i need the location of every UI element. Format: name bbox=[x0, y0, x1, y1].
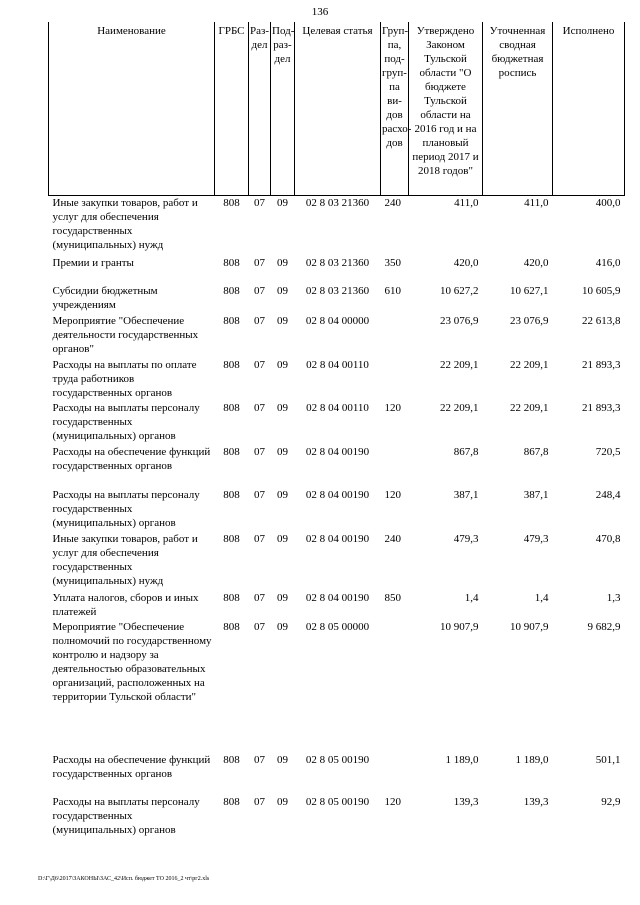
row-razdel: 07 bbox=[254, 401, 265, 414]
row-razdel: 07 bbox=[254, 753, 265, 766]
row-podrazdel: 09 bbox=[277, 256, 288, 269]
row-razdel: 07 bbox=[254, 488, 265, 501]
row-name: Расходы на выплаты по оплате труда работников государственных органов bbox=[52, 358, 197, 399]
row-executed: 470,8 bbox=[595, 532, 621, 545]
row-razdel: 07 bbox=[254, 197, 265, 209]
table-row bbox=[49, 753, 625, 795]
row-grbs: 808 bbox=[223, 197, 240, 209]
row-group: 850 bbox=[384, 591, 401, 604]
col-header-name: Наименование bbox=[49, 22, 215, 196]
col-header-grbs: ГРБС bbox=[215, 22, 249, 196]
row-name: Уплата налогов, сборов и иных платежей bbox=[52, 591, 199, 618]
row-podrazdel: 09 bbox=[277, 591, 288, 604]
table-row bbox=[49, 314, 625, 358]
row-approved: 10 627,2 bbox=[440, 284, 479, 297]
row-approved: 1 189,0 bbox=[445, 753, 479, 766]
budget-table bbox=[48, 22, 625, 839]
row-podrazdel: 09 bbox=[277, 314, 288, 327]
table-row bbox=[49, 445, 625, 488]
row-group bbox=[381, 445, 409, 488]
table-row bbox=[49, 795, 625, 839]
row-podrazdel: 09 bbox=[277, 197, 288, 209]
row-name: Мероприятие "Обеспечение деятельности государственных органов" bbox=[52, 314, 199, 355]
row-grbs: 808 bbox=[223, 401, 240, 414]
row-grbs: 808 bbox=[223, 284, 240, 297]
row-approved: 22 209,1 bbox=[440, 401, 479, 414]
row-podrazdel: 09 bbox=[277, 488, 288, 501]
row-name: Премии и гранты bbox=[52, 256, 134, 269]
row-approved: 387,1 bbox=[453, 488, 479, 501]
row-refined: 411,0 bbox=[524, 197, 549, 209]
col-header-executed: Исполнено bbox=[553, 22, 625, 196]
row-razdel: 07 bbox=[254, 795, 265, 808]
row-podrazdel: 09 bbox=[277, 753, 288, 766]
row-target: 02 8 04 00190 bbox=[305, 532, 370, 545]
footer-file-path: D:\Г\Д6\2017\ЗАКОНЫ\ЗАС_42\Исп. бюджет ТО 2016_2 чт\рг2.xls bbox=[38, 876, 210, 882]
row-razdel: 07 bbox=[254, 284, 265, 297]
row-approved: 23 076,9 bbox=[440, 314, 479, 327]
row-name: Расходы на выплаты персоналу государственных (муниципальных) органов bbox=[52, 795, 200, 836]
row-razdel: 07 bbox=[254, 314, 265, 327]
row-target: 02 8 04 00000 bbox=[305, 314, 370, 327]
row-group: 240 bbox=[384, 532, 401, 545]
row-name: Иные закупки товаров, работ и услуг для обеспечения государственных (муниципальных) нужд bbox=[52, 197, 198, 251]
row-razdel: 07 bbox=[254, 358, 265, 371]
table-row bbox=[49, 532, 625, 591]
row-refined: 22 209,1 bbox=[510, 401, 549, 414]
row-group bbox=[381, 314, 409, 358]
row-group bbox=[381, 358, 409, 401]
row-podrazdel: 09 bbox=[277, 445, 288, 458]
col-header-refined: Уточненная сводная бюджетная роспись bbox=[483, 22, 553, 196]
row-target: 02 8 05 00190 bbox=[305, 795, 370, 808]
row-group bbox=[381, 753, 409, 795]
row-grbs: 808 bbox=[223, 445, 240, 458]
row-group: 120 bbox=[384, 795, 401, 808]
row-approved: 139,3 bbox=[453, 795, 479, 808]
row-executed: 1,3 bbox=[606, 591, 621, 604]
row-target: 02 8 04 00190 bbox=[305, 445, 370, 458]
row-executed: 9 682,9 bbox=[587, 620, 621, 633]
row-grbs: 808 bbox=[223, 753, 240, 766]
row-razdel: 07 bbox=[254, 532, 265, 545]
row-group bbox=[381, 620, 409, 753]
row-target: 02 8 03 21360 bbox=[305, 284, 370, 297]
row-name: Расходы на выплаты персоналу государственных (муниципальных) органов bbox=[52, 401, 200, 442]
row-podrazdel: 09 bbox=[277, 795, 288, 808]
row-target: 02 8 05 00190 bbox=[305, 753, 370, 766]
row-refined: 10 627,1 bbox=[510, 284, 549, 297]
row-target: 02 8 04 00190 bbox=[305, 488, 370, 501]
row-group: 120 bbox=[384, 488, 401, 501]
row-executed: 92,9 bbox=[601, 795, 621, 808]
row-refined: 10 907,9 bbox=[510, 620, 549, 633]
row-podrazdel: 09 bbox=[277, 284, 288, 297]
col-header-razdel: Раз-дел bbox=[249, 22, 271, 196]
page-number: 136 bbox=[311, 6, 329, 18]
row-approved: 411,0 bbox=[454, 197, 479, 209]
row-refined: 479,3 bbox=[523, 532, 549, 545]
row-target: 02 8 05 00000 bbox=[305, 620, 370, 633]
row-podrazdel: 09 bbox=[277, 620, 288, 633]
row-grbs: 808 bbox=[223, 532, 240, 545]
table-row bbox=[49, 196, 625, 256]
table-row bbox=[49, 591, 625, 620]
row-executed: 10 605,9 bbox=[582, 284, 621, 297]
row-refined: 387,1 bbox=[523, 488, 549, 501]
row-group: 350 bbox=[384, 256, 401, 269]
row-executed: 501,1 bbox=[595, 753, 621, 766]
row-refined: 1 189,0 bbox=[515, 753, 549, 766]
col-header-target: Целевая статья bbox=[295, 22, 381, 196]
row-grbs: 808 bbox=[223, 488, 240, 501]
row-approved: 420,0 bbox=[453, 256, 479, 269]
row-approved: 479,3 bbox=[453, 532, 479, 545]
row-razdel: 07 bbox=[254, 620, 265, 633]
row-approved: 867,8 bbox=[453, 445, 479, 458]
row-grbs: 808 bbox=[223, 591, 240, 604]
row-refined: 420,0 bbox=[523, 256, 549, 269]
row-group: 610 bbox=[384, 284, 401, 297]
row-grbs: 808 bbox=[223, 358, 240, 371]
row-grbs: 808 bbox=[223, 620, 240, 633]
row-refined: 23 076,9 bbox=[510, 314, 549, 327]
row-target: 02 8 03 21360 bbox=[305, 256, 370, 269]
row-grbs: 808 bbox=[223, 314, 240, 327]
row-target: 02 8 04 00110 bbox=[306, 401, 369, 414]
row-razdel: 07 bbox=[254, 256, 265, 269]
col-header-approved: Утверждено Законом Тульской области "О бюджете Тульской области на 2016 год и на плановый период 2017 и 2018 годов" bbox=[409, 22, 483, 196]
table-row bbox=[49, 284, 625, 314]
row-razdel: 07 bbox=[254, 445, 265, 458]
row-refined: 22 209,1 bbox=[510, 358, 549, 371]
row-target: 02 8 04 00190 bbox=[305, 591, 370, 604]
row-executed: 416,0 bbox=[595, 256, 621, 269]
row-name: Субсидии бюджетным учреждениям bbox=[52, 284, 158, 311]
table-row bbox=[49, 488, 625, 532]
col-header-podrazdel: Под-раз-дел bbox=[271, 22, 295, 196]
row-refined: 867,8 bbox=[523, 445, 549, 458]
row-refined: 139,3 bbox=[523, 795, 549, 808]
row-podrazdel: 09 bbox=[277, 532, 288, 545]
row-podrazdel: 09 bbox=[277, 358, 288, 371]
row-group: 120 bbox=[384, 401, 401, 414]
row-approved: 22 209,1 bbox=[440, 358, 479, 371]
row-name: Расходы на обеспечение функций государственных органов bbox=[52, 445, 211, 472]
table-row bbox=[49, 358, 625, 401]
table-row bbox=[49, 620, 625, 753]
row-executed: 21 893,3 bbox=[582, 358, 621, 371]
row-executed: 248,4 bbox=[595, 488, 621, 501]
row-grbs: 808 bbox=[223, 795, 240, 808]
row-name: Иные закупки товаров, работ и услуг для обеспечения государственных (муниципальных) нужд bbox=[52, 532, 198, 587]
table-header-row bbox=[49, 22, 625, 196]
table-row bbox=[49, 256, 625, 284]
row-name: Расходы на обеспечение функций государственных органов bbox=[52, 753, 211, 780]
row-target: 02 8 04 00110 bbox=[306, 358, 369, 371]
row-razdel: 07 bbox=[254, 591, 265, 604]
row-name: Мероприятие "Обеспечение полномочий по государственному контролю и надзору за деятельностью образовательных организаций, расположенных на территории Тульской области" bbox=[52, 620, 212, 703]
row-executed: 400,0 bbox=[595, 197, 621, 209]
col-header-group: Груп-па, под-груп-па ви-дов расхо-дов bbox=[381, 22, 409, 196]
row-name: Расходы на выплаты персоналу государственных (муниципальных) органов bbox=[52, 488, 200, 529]
row-grbs: 808 bbox=[223, 256, 240, 269]
row-group: 240 bbox=[384, 197, 401, 209]
row-executed: 720,5 bbox=[595, 445, 621, 458]
row-executed: 22 613,8 bbox=[582, 314, 621, 327]
table-row bbox=[49, 401, 625, 445]
row-refined: 1,4 bbox=[534, 591, 549, 604]
row-approved: 10 907,9 bbox=[440, 620, 479, 633]
row-executed: 21 893,3 bbox=[582, 401, 621, 414]
row-target: 02 8 03 21360 bbox=[305, 197, 370, 209]
row-podrazdel: 09 bbox=[277, 401, 288, 414]
row-approved: 1,4 bbox=[464, 591, 479, 604]
